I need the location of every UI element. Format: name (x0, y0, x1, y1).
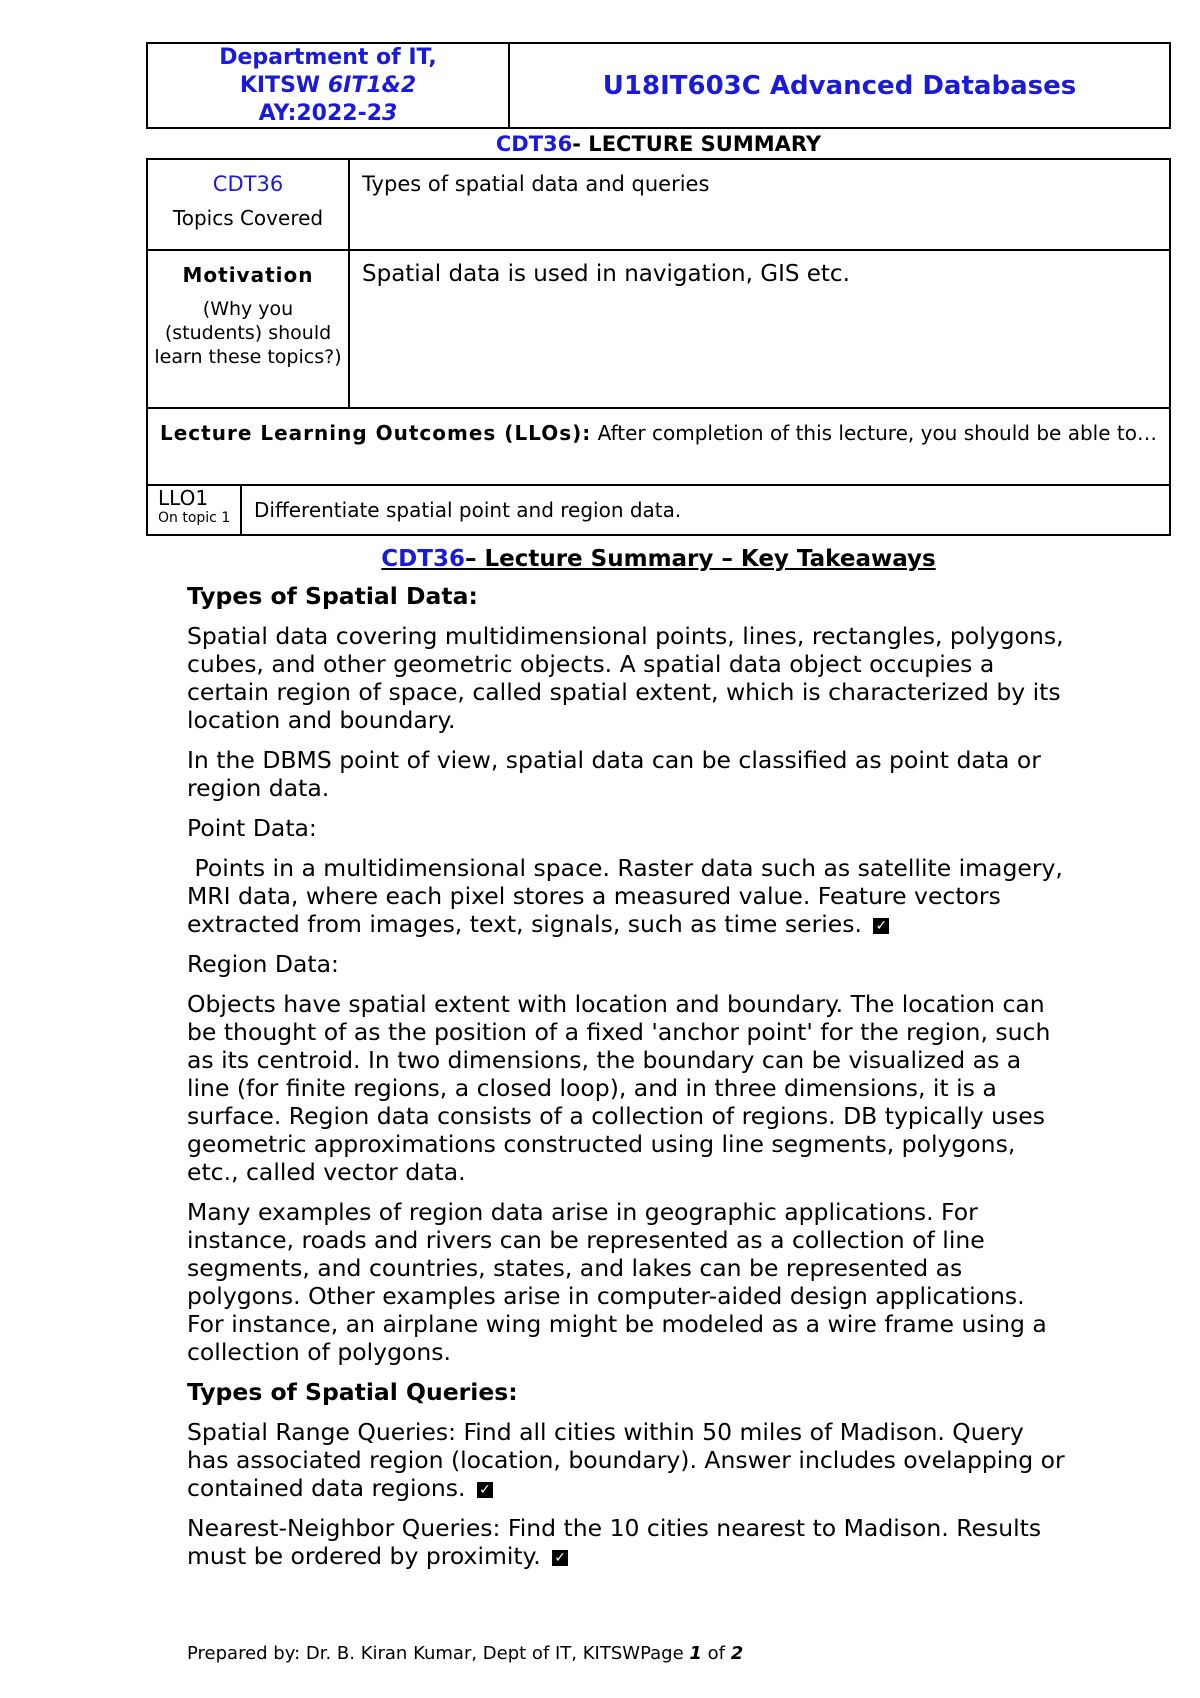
checkbox-icon: ✓ (552, 1550, 568, 1566)
heading-spatial-data: Types of Spatial Data: (187, 582, 478, 610)
footer-page-word: Page (640, 1643, 690, 1664)
dept-line2 (240, 72, 416, 100)
key-takeaways-rest: – Lecture Summary – Key Takeaways (464, 546, 936, 572)
content-body (187, 582, 1071, 1582)
paragraph-1: Spatial data covering multidimensional points, lines, rectangles, polygons, cubes, and other geometric objects. A spatial data object occupies a certain region of space, called spatial extent, which is characterized by its location and boundary. (187, 622, 1064, 734)
lecture-code: CDT36 (495, 132, 573, 156)
range-queries-text: Spatial Range Queries: Find all cities within 50 miles of Madison. Query has associated region (location, boundary). Answer includes ovelapping or contained data regions. (187, 1418, 1065, 1502)
checkbox-icon: ✓ (873, 918, 889, 934)
footer-prepared: Prepared by: Dr. B. Kiran Kumar, Dept of IT, KITSW (187, 1643, 641, 1664)
llo-heading-row (148, 409, 1169, 486)
motivation-label-cell (148, 251, 350, 407)
llo1-label: LLO1 (158, 486, 209, 510)
motivation-label: Motivation (182, 263, 314, 287)
llo1-sub: On topic 1 (158, 510, 231, 526)
header-table (146, 42, 1171, 129)
motivation-text: Spatial data is used in navigation, GIS etc. (362, 261, 850, 287)
llo-heading (148, 409, 1169, 484)
footer-page-total: 2 (730, 1643, 744, 1664)
dept-line2-a: KITSW (239, 72, 328, 98)
point-data-text: Points in a multidimensional space. Raster data such as satellite imagery, MRI data, where each pixel stores a measured value. Feature vectors extracted from images, text, signals, such as time series. (187, 854, 1071, 938)
llo1-label-cell (148, 486, 242, 536)
paragraph-point-data (187, 854, 1071, 938)
llo1-text: Differentiate spatial point and region data. (254, 498, 682, 522)
paragraph-range-queries (187, 1418, 1067, 1502)
dept-line2-b: 6IT1&2 (327, 72, 417, 98)
topics-text: Types of spatial data and queries (362, 172, 710, 196)
dept-line3 (259, 100, 398, 128)
summary-table (146, 158, 1171, 536)
department-cell (148, 44, 510, 127)
paragraph-region-examples: Many examples of region data arise in geographic applications. For instance, roads and rivers can be represented as a collection of line segments, and countries, states, and lakes can be represented as polygons. Other examples arise in computer-aided design applications. For instance, an airplane wing might be modeled as a wire frame using a collection of polygons. (187, 1198, 1047, 1366)
motivation-sub: (Why you (students) should learn these topics?) (154, 298, 342, 368)
llo-heading-rest: After completion of this lecture, you should be able to… (591, 421, 1157, 445)
paragraph-point-data-label: Point Data: (187, 814, 317, 842)
lecture-title (146, 130, 1171, 158)
topic-code: CDT36 (212, 172, 284, 196)
motivation-row (148, 251, 1169, 409)
topics-covered-label: Topics Covered (172, 206, 324, 230)
topics-label-cell (148, 160, 350, 249)
topics-row (148, 160, 1169, 251)
paragraph-region-data-label: Region Data: (187, 950, 339, 978)
lecture-title-rest: - LECTURE SUMMARY (572, 132, 822, 156)
nn-queries-text: Nearest-Neighbor Queries: Find the 10 cities nearest to Madison. Results must be ordered by proximity. (187, 1514, 1042, 1570)
checkbox-icon: ✓ (477, 1482, 493, 1498)
paragraph-2: In the DBMS point of view, spatial data can be classified as point data or region data. (187, 746, 1041, 802)
dept-line1: Department of IT, (219, 44, 437, 70)
llo-heading-bold: Lecture Learning Outcomes (LLOs): (160, 421, 592, 445)
key-takeaways-title (146, 546, 1171, 572)
page-footer (187, 1643, 743, 1664)
footer-page-num: 1 (689, 1643, 702, 1664)
dept-line3-b: 3 (382, 100, 398, 126)
llo1-row (148, 486, 1169, 536)
paragraph-region-data: Objects have spatial extent with location and boundary. The location can be thought of as the position of a fixed 'anchor point' for the region, such as its centroid. In two dimensions, the boundary can be visualized as a line (for finite regions, a closed loop), and in three dimensions, it is a surface. Region data consists of a collection of regions. DB typically uses geometric approximations constructed using line segments, polygons, etc., called vector data. (187, 990, 1051, 1186)
heading-spatial-queries: Types of Spatial Queries: (187, 1378, 518, 1406)
paragraph-nn-queries (187, 1514, 1067, 1570)
footer-of-word: of (701, 1643, 731, 1664)
dept-line3-a: AY:2022-2 (258, 100, 383, 126)
key-takeaways-code: CDT36 (381, 546, 465, 572)
course-title: U18IT603C Advanced Databases (602, 70, 1077, 101)
